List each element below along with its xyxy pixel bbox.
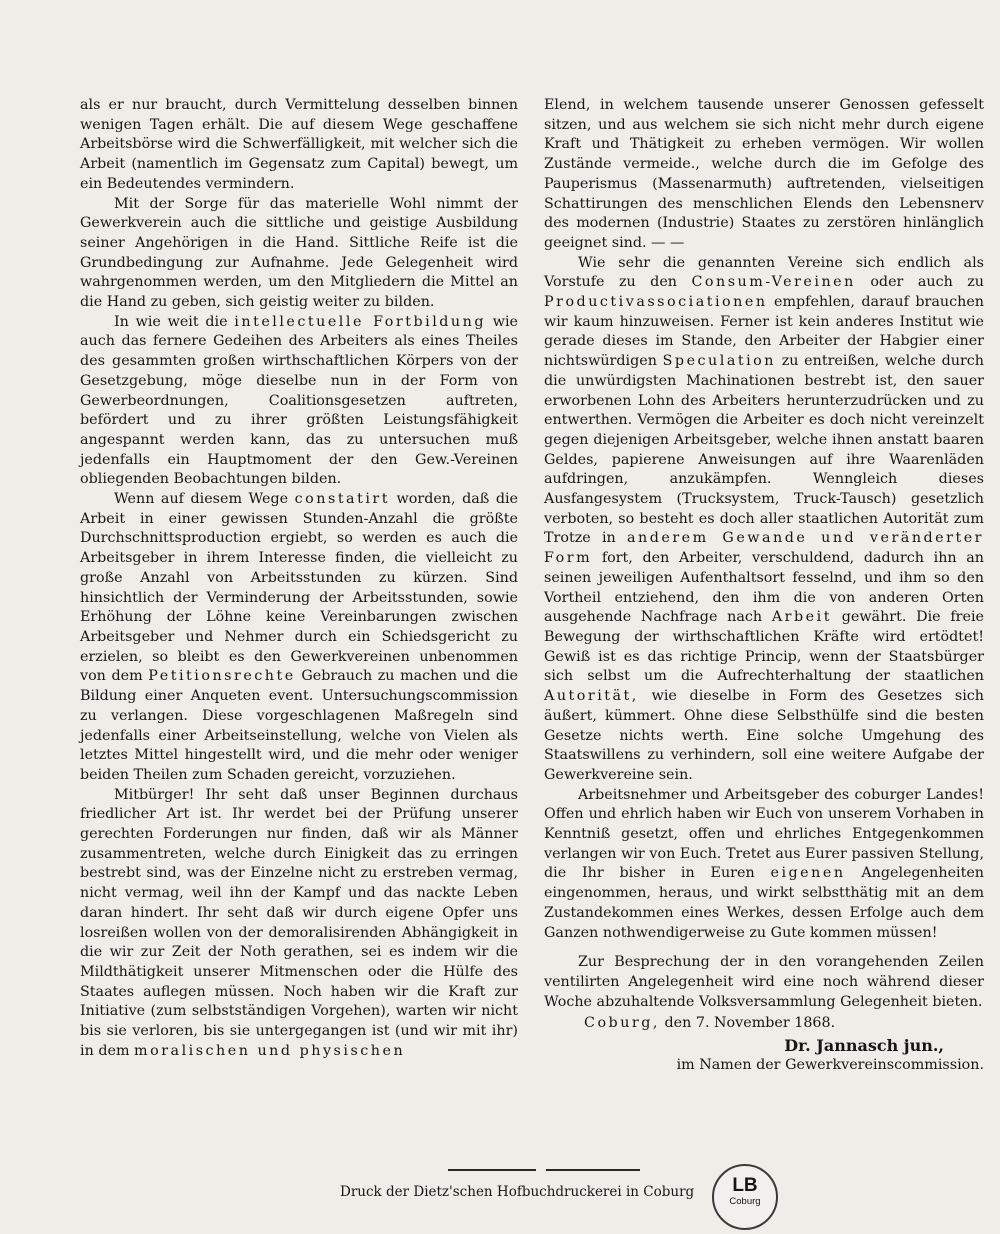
emphasized-text: Petitionsrechte xyxy=(148,668,296,685)
text-run: worden, daß die Arbeit in einer gewissen Stunden-Anzahl die größte Durchschnittsproduction ergiebt, so werden es auch die Arbeitsgeber in ihrem Interesse finden, die vielleicht zu große Anzahl von Arbeitsstunden zu kürzen. Sind hinsichtlich der Verminderung der Arbeitsstunden, sowie Erhöhung der Löhne keine Vereinbarungen zwischen Arbeitsgeber und Nehmer durch ein Schiedsgericht zu erzielen, so bleibt es den Gewerkvereinen unbenommen von dem xyxy=(80,491,519,685)
paragraph: Elend, in welchem tausende unserer Genossen gefesselt sitzen, und aus welchem sie sich nicht mehr durch eigene Kraft und Thätigkeit zu erheben vermögen. Wir wollen Zustände vermeide., welche durch die im Gefolge des Pauperismus (Massenarmuth) auftretenden, vielseitigen Schattirungen des menschlichen Elends den Lebensnerv des modernen (Industrie) Staates zu zerstören hinlänglich geeignet sind. — — xyxy=(544,97,984,251)
emphasized-text: anderem Gewande und veränderter Form xyxy=(544,530,985,567)
paragraph xyxy=(544,254,984,786)
text-run: gewährt. Die freie Bewegung der wirthschaftlichen Kräfte wird ertödtet! Gewiß ist es das richtige Princip, wenn der Staatsbürger sich selbst um die Aufrechterhaltung der staatlichen xyxy=(544,609,985,685)
emphasized-text: Consum-Vereinen xyxy=(691,274,856,291)
paragraph xyxy=(544,786,984,944)
date-text: den 7. November 1868. xyxy=(664,1015,836,1032)
paragraph: Mit der Sorge für das materielle Wohl nimmt der Gewerkverein auch die sittliche und geistige Ausbildung seiner Angehörigen in die Hand. Sittliche Reife ist die Grundbedingung zur Aufnahme. Jede Gelegenheit wird wahrgenommen werden, um den Mitgliedern die Mittel an die Hand zu geben, sich geistig weiter zu bilden. xyxy=(80,195,518,311)
paragraph: Zur Besprechung der in den vorangehenden Zeilen ventilirten Angelegenheit wird eine noch während dieser Woche abzuhaltende Volksversammlung Gelegenheit bieten. xyxy=(544,954,984,1010)
text-run: Wie sehr die genannten Vereine sich endlich als Vorstufe zu den xyxy=(544,254,984,291)
place-name: Coburg, xyxy=(584,1015,660,1032)
stamp-initials: LB xyxy=(732,1175,758,1196)
text-run: Arbeitsnehmer und Arbeitsgeber des coburger Landes! Offen und ehrlich haben wir Euch von unserem Vorhaben in Kenntniß gesetzt, offen und ehrliches Entgegenkommen verlangen wir von Euch. Tretet aus Eurer passiven Stellung, die Ihr bisher in Euren xyxy=(544,786,984,882)
emphasized-text: moralischen und physischen xyxy=(134,1042,406,1059)
footer-rule xyxy=(448,1169,536,1171)
emphasized-text: Autorität, xyxy=(544,688,639,705)
emphasized-text: Arbeit xyxy=(771,609,832,626)
text-run: wie dieselbe in Form des Gesetzes sich äußert, kümmert. Ohne diese Selbsthülfe sind die besten Gesetze nichts werth. Eine solche Umgehung des Staatswillens zu verhindern, soll eine weitere Aufgabe der Gewerkvereine sein. xyxy=(544,688,985,783)
text-run: Gebrauch zu machen und die Bildung einer Anqueten event. Untersuchungscommission zu verlangen. Diese vorgeschlagenen Maßregeln sind jedenfalls einer Arbeitseinstellung, welche von Vielen als letztes Mittel hingestellt wird, und die mehr oder weniger beiden Theilen zum Schaden gereicht, vorzuziehen. xyxy=(80,668,519,783)
text-run: In wie weit die xyxy=(114,313,228,330)
signature-subtitle: im Namen der Gewerkvereinscommission. xyxy=(676,1056,984,1073)
paragraph xyxy=(80,786,518,1062)
emphasized-text: eigenen xyxy=(770,865,846,882)
emphasized-text: constatirt xyxy=(294,491,390,508)
text-run: oder auch zu xyxy=(870,274,984,291)
printer-imprint: Druck der Dietz'schen Hofbuchdruckerei in Coburg xyxy=(340,1184,695,1200)
text-run: empfehlen, darauf brauchen wir kaum hinzuweisen. Ferner ist kein anderes Institut wie gerade dieses im Stande, den Arbeiter der Habgier einer nichtswürdigen xyxy=(544,294,984,370)
left-column xyxy=(80,96,518,1061)
emphasized-text: intellectuelle Fortbildung xyxy=(234,313,486,330)
paragraph xyxy=(80,313,518,490)
date-line xyxy=(544,1014,984,1034)
text-run: Wenn auf diesem Wege xyxy=(114,491,289,508)
emphasized-text: Productivassociationen xyxy=(544,294,768,311)
right-column xyxy=(544,96,984,1075)
signature: Dr. Jannasch jun., xyxy=(784,1036,944,1056)
text-run: wie auch das fernere Gedeihen des Arbeiters als eines Theiles des gesammten großen wirthschaftlichen Körpers von der Gesetzgebung, möge dieselbe nun in der Form von Gewerbeordnungen, Coalitionsgesetzen auftreten, befördert und zu ihrer größten Leistungsfähigkeit angespannt werden kann, das zu untersuchen muß jedenfalls ein Hauptmoment der den Gew.-Vereinen obliegenden Beobachtungen bilden. xyxy=(80,313,519,488)
footer-rule xyxy=(546,1169,640,1171)
text-run: zu entreißen, welche durch die unwürdigsten Machinationen bestrebt ist, den sauer erworbenen Lohn des Arbeiters herunterzudrücken und zu entwerthen. Vermögen die Arbeiter es doch nicht vereinzelt gegen diejenigen Arbeitsgeber, welche ihnen anstatt baaren Geldes, papierene Anweisungen auf ihre Waarenläden aufdringen, anzukämpfen. Wenngleich dieses Ausfangesystem (Trucksystem, Truck-Tausch) gesetzlich verboten, so besteht es doch aller staatlichen Autorität zum Trotze in xyxy=(544,353,984,547)
text-run: Mitbürger! Ihr seht daß unser Beginnen durchaus friedlicher Art ist. Ihr werdet bei der Prüfung unserer gerechten Forderungen nur finden, daß wir als Männer zusammentreten, welche durch Einigkeit das zu erringen bestrebt sind, was der Einzelne nicht zu erstreben vermag, nicht vermag, weil ihn der Kampf und das nackte Leben daran hindert. Ihr seht daß wir durch eigene Opfer uns losreißen wollen von der demoralisirenden Abhängigkeit in die wir zur Zeit der Noth gerathen, sei es indem wir die Mildthätigkeit unserer Mitmenschen oder die Hülfe des Staates auflegen müssen. Noch haben wir die Kraft zur Initiative (zum selbstständigen Vorgehen), warten wir nicht bis sie verloren, bis sie untergegangen ist (und wir mit ihr) in dem xyxy=(80,786,518,1059)
text-run: fort, den Arbeiter, verschuldend, dadurch ihn an seinen jeweiligen Aufenthaltsort fesselnd, und ihm so den Vortheil entziehend, den ihm die von anderen Orten ausgehende Nachfrage nach xyxy=(544,550,985,626)
library-stamp xyxy=(712,1164,778,1230)
emphasized-text: Speculation xyxy=(662,353,776,370)
paragraph xyxy=(80,490,518,786)
text-run: Angelegenheiten eingenommen, heraus, und wirkt selbstthätig mit an dem Zustandekommen eines Werkes, dessen Erfolge auch dem Ganzen nothwendigerweise zu Gute kommen müssen! xyxy=(544,865,985,941)
stamp-city: Coburg xyxy=(729,1196,761,1207)
paragraph: als er nur braucht, durch Vermittelung desselben binnen wenigen Tagen erhält. Die auf diesem Wege geschaffene Arbeitsbörse wird die Schwerfälligkeit, mit welcher sich die Arbeit (namentlich im Gegensatz zum Capital) bewegt, um ein Bedeutendes vermindern. xyxy=(80,97,518,192)
